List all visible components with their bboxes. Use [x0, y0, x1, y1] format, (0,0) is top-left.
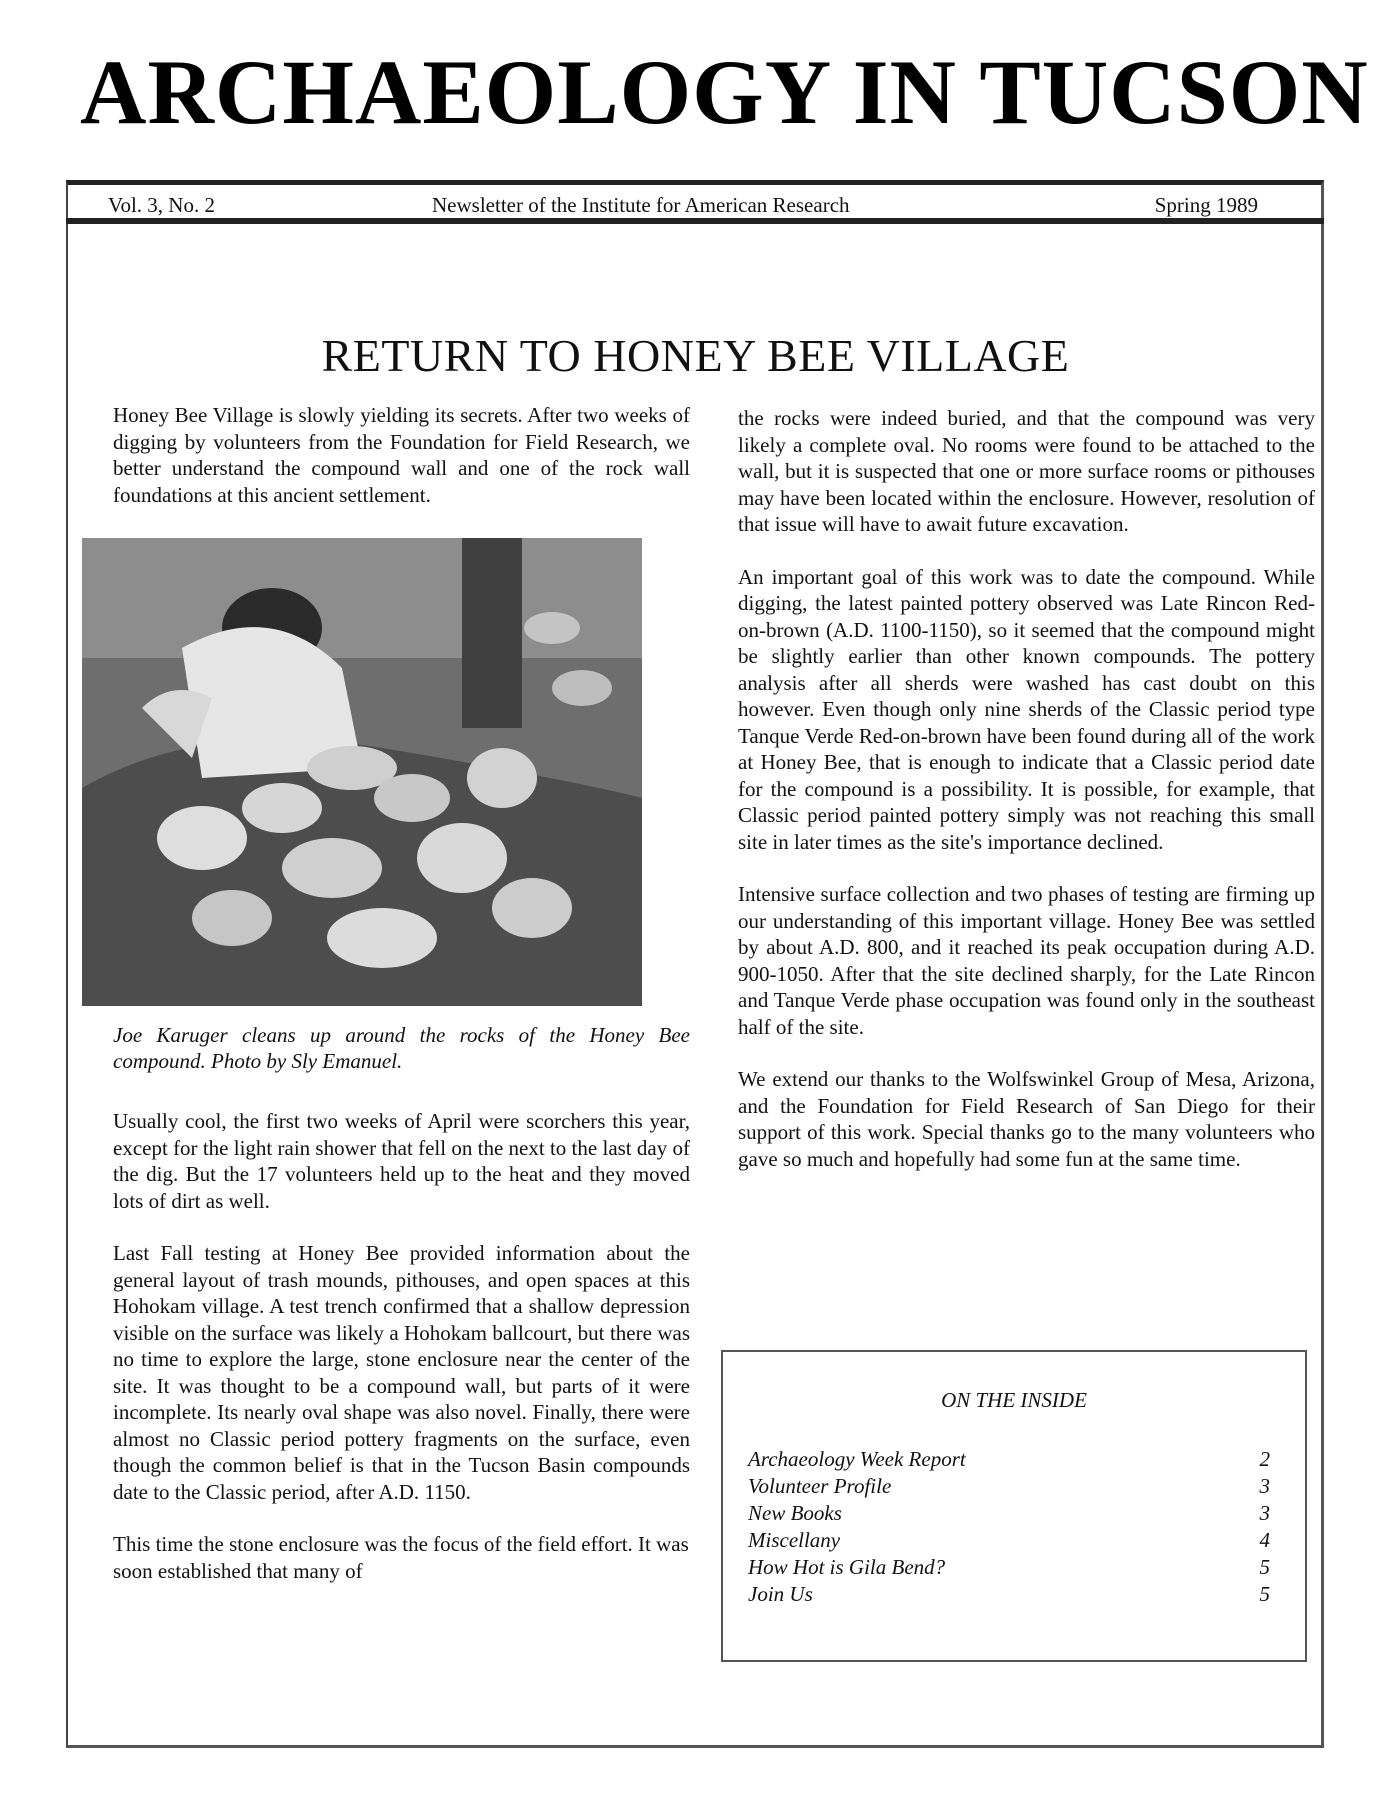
- volume-number: Vol. 3, No. 2: [108, 193, 215, 217]
- contents-item-page: 3: [1259, 1474, 1270, 1498]
- photo-caption: Joe Karuger cleans up around the rocks of the Honey Bee compound. Photo by Sly Emanuel.: [113, 1023, 690, 1073]
- contents-item-label: Archaeology Week Report: [748, 1447, 966, 1471]
- body-paragraph: Intensive surface collection and two phases of testing are firming up our understanding of this important village. Honey Bee was settled by about A.D. 800, and it reached its peak occupation during A.D. 900-1050. After that the site declined sharply, for the Late Rincon and Tanque Verde phase occupation was found only in the southeast half of the site.: [738, 882, 1315, 1039]
- contents-item[interactable]: [748, 1473, 1270, 1500]
- on-the-inside-box: [721, 1350, 1307, 1662]
- contents-item-page: 2: [1259, 1447, 1270, 1471]
- contents-item[interactable]: [748, 1581, 1270, 1608]
- issue-info-bar: [66, 186, 1324, 224]
- contents-item[interactable]: [748, 1554, 1270, 1581]
- right-column: [738, 405, 1315, 1198]
- contents-item-page: 4: [1259, 1528, 1270, 1552]
- body-paragraph: We extend our thanks to the Wolfswinkel Group of Mesa, Arizona, and the Foundation for Field Research of San Diego for their support of this work. Special thanks go to the many volunteers who gave so much and hopefully had some fun at the same time.: [738, 1067, 1315, 1171]
- body-paragraph: Last Fall testing at Honey Bee provided information about the general layout of trash mounds, pithouses, and open spaces at this Hohokam village. A test trench confirmed that a shallow depression visible on the surface was likely a Hohokam ballcourt, but there was no time to explore the large, stone enclosure near the center of the site. It was thought to be a compound wall, but parts of it were incomplete. Its nearly oval shape was also novel. Finally, there were almost no Classic period pottery fragments on the surface, even though the common belief is that in the Tucson Basin compounds date to the Classic period, after A.D. 1150.: [113, 1241, 690, 1504]
- article-intro: [113, 402, 690, 534]
- contents-item-page: 3: [1259, 1501, 1270, 1525]
- contents-item-label: Join Us: [748, 1582, 813, 1606]
- body-paragraph: This time the stone enclosure was the focus of the field effort. It was soon established that many of: [113, 1532, 689, 1583]
- intro-paragraph: Honey Bee Village is slowly yielding its secrets. After two weeks of digging by volunteers from the Foundation for Field Research, we better understand the compound wall and one of the rock wall foundations at this ancient settlement.: [113, 403, 690, 507]
- dig-photo: [82, 538, 642, 1006]
- left-column: [113, 1108, 690, 1610]
- contents-item-label: Volunteer Profile: [748, 1474, 892, 1498]
- contents-item[interactable]: [748, 1446, 1270, 1473]
- body-paragraph: the rocks were indeed buried, and that the compound was very likely a complete oval. No rooms were found to be attached to the wall, but it is suspected that one or more surface rooms or pithouses may have been located within the enclosure. However, resolution of that issue will have to await future excavation.: [738, 406, 1315, 536]
- newsletter-subtitle: Newsletter of the Institute for American Research: [432, 193, 850, 217]
- contents-item[interactable]: [748, 1527, 1270, 1554]
- contents-list: [748, 1446, 1270, 1608]
- dig-photo-illustration: [82, 538, 642, 1006]
- contents-item-page: 5: [1259, 1582, 1270, 1606]
- issue-date: Spring 1989: [1154, 193, 1258, 217]
- contents-item-page: 5: [1259, 1555, 1270, 1579]
- masthead-title: ARCHAEOLOGY IN TUCSON: [80, 41, 1369, 143]
- inside-box-title: ON THE INSIDE: [941, 1388, 1087, 1412]
- contents-item-label: How Hot is Gila Bend?: [748, 1555, 946, 1579]
- contents-item-label: New Books: [748, 1501, 842, 1525]
- body-paragraph: Usually cool, the first two weeks of April were scorchers this year, except for the light rain shower that fell on the next to the last day of the dig. But the 17 volunteers held up to the heat and they moved lots of dirt as well.: [113, 1109, 690, 1213]
- article-headline: RETURN TO HONEY BEE VILLAGE: [321, 330, 1070, 381]
- contents-item-label: Miscellany: [748, 1528, 841, 1552]
- body-paragraph: An important goal of this work was to date the compound. While digging, the latest painted pottery observed was Late Rincon Red-on-brown (A.D. 1100-1150), so it seemed that the compound might be slightly earlier than other known compounds. The pottery analysis after all sherds were washed has cast doubt on this however. Even though only nine sherds of the Classic period type Tanque Verde Red-on-brown have been found during all of the work at Honey Bee, that is enough to indicate that a Classic period date for the compound is a possibility. It is possible, for example, that Classic period painted pottery simply was not reaching this small site in later times as the site's importance declined.: [738, 564, 1315, 854]
- contents-item[interactable]: [748, 1500, 1270, 1527]
